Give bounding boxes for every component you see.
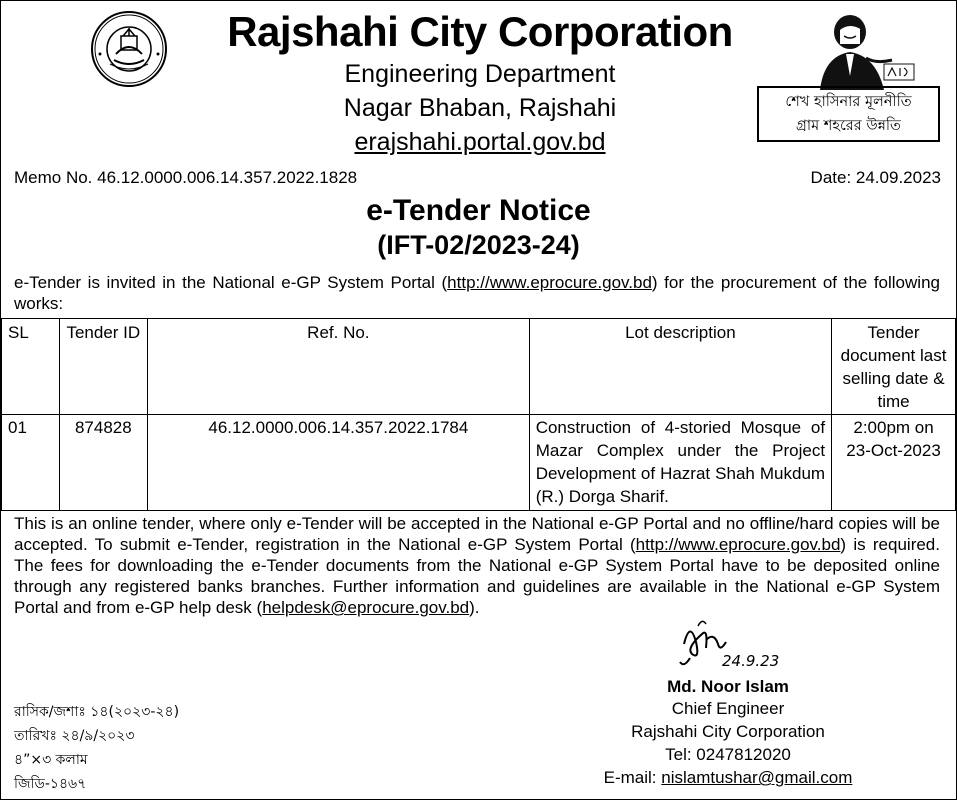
cell-selling-date (832, 415, 956, 511)
reference-size: ৪”×৩ কলাম (14, 752, 88, 768)
website-link[interactable]: erajshahi.portal.gov.bd (354, 128, 606, 156)
reference-number: রাসিক/জশাঃ ১৪(২০২৩-২৪) (14, 704, 180, 720)
header-ref-no: Ref. No. (148, 319, 530, 415)
instructions-text-2: ) is required. The fees for downloading the e-Tender documents from the National e-GP System Portal have to be deposited online through any registered banks branches. Further information and guidelines are available in the National e-GP System Portal and from e-GP help desk ( (14, 535, 940, 617)
table-row (2, 415, 956, 511)
table-header-row (2, 319, 956, 415)
header-sl: SL (2, 319, 60, 415)
memo-date: Date: 24.09.2023 (810, 168, 941, 187)
signer-email-link[interactable]: nislamtushar@gmail.com (661, 768, 853, 787)
memo-number: Memo No. 46.12.0000.006.14.357.2022.1828 (14, 168, 358, 187)
signer-telephone: Tel: 0247812020 (665, 745, 791, 764)
mujib-100-portrait-icon (806, 6, 918, 90)
office-address: Nagar Bhaban, Rajshahi (343, 94, 617, 122)
cell-ref-no: 46.12.0000.006.14.357.2022.1784 (148, 415, 530, 511)
cell-sl: 01 (2, 415, 60, 511)
instructions-text-3: ). (469, 598, 480, 617)
notice-title: e-Tender Notice (366, 194, 591, 227)
cell-tender-id: 874828 (59, 415, 147, 511)
eprocure-link-2[interactable]: http://www.eprocure.gov.bd (635, 535, 841, 554)
helpdesk-email-link[interactable]: helpdesk@eprocure.gov.bd (262, 598, 470, 617)
reference-date: তারিখঃ ২৪/৯/২০২৩ (14, 728, 135, 744)
intro-text-after: ) for the procurement of the following works: (14, 273, 940, 313)
svg-text:24.9.23: 24.9.23 (722, 652, 780, 670)
signer-name: Md. Noor Islam (667, 677, 789, 696)
eprocure-link[interactable]: http://www.eprocure.gov.bd (447, 273, 652, 292)
intro-text-before: e-Tender is invited in the National e-GP System Portal ( (14, 273, 448, 292)
header-tender-id: Tender ID (59, 319, 147, 415)
signer-email-label: E-mail: (603, 768, 662, 787)
signer-organization: Rajshahi City Corporation (631, 722, 825, 741)
instructions-paragraph (14, 513, 940, 618)
department-name: Engineering Department (344, 60, 616, 88)
notice-ref: (IFT-02/2023-24) (377, 230, 580, 260)
cell-selling-date-text: 23-Oct-2023 (846, 441, 941, 460)
intro-paragraph (14, 272, 940, 314)
motto-line-2: গ্রাম শহরের উন্নতি (796, 118, 901, 134)
city-corporation-seal-icon (90, 10, 168, 88)
signer-designation: Chief Engineer (671, 699, 785, 718)
cell-selling-time-text: 2:00pm on (853, 418, 934, 437)
instructions-text-1: This is an online tender, where only e-Tender will be accepted in the National e-GP Portal and no offline/hard copies will be accepted. To submit e-Tender, registration in the National e-GP System Portal ( (14, 514, 940, 554)
signature-icon (676, 614, 780, 674)
organization-title: Rajshahi City Corporation (227, 8, 733, 55)
motto-box (757, 86, 940, 142)
motto-line-1: শেখ হাসিনার মূলনীতি (785, 94, 912, 110)
signer-email-line (578, 766, 878, 789)
header-selling-date: Tender document last selling date & time (832, 319, 956, 415)
header-lot-description: Lot description (529, 319, 831, 415)
reference-gd-number: জিডি-১৪৬৭ (14, 776, 87, 792)
cell-lot-description: Construction of 4-storied Mosque of Mazar Complex under the Project Development of Hazrat Shah Mukdum (R.) Dorga Sharif. (529, 415, 831, 511)
tender-table (1, 318, 956, 511)
